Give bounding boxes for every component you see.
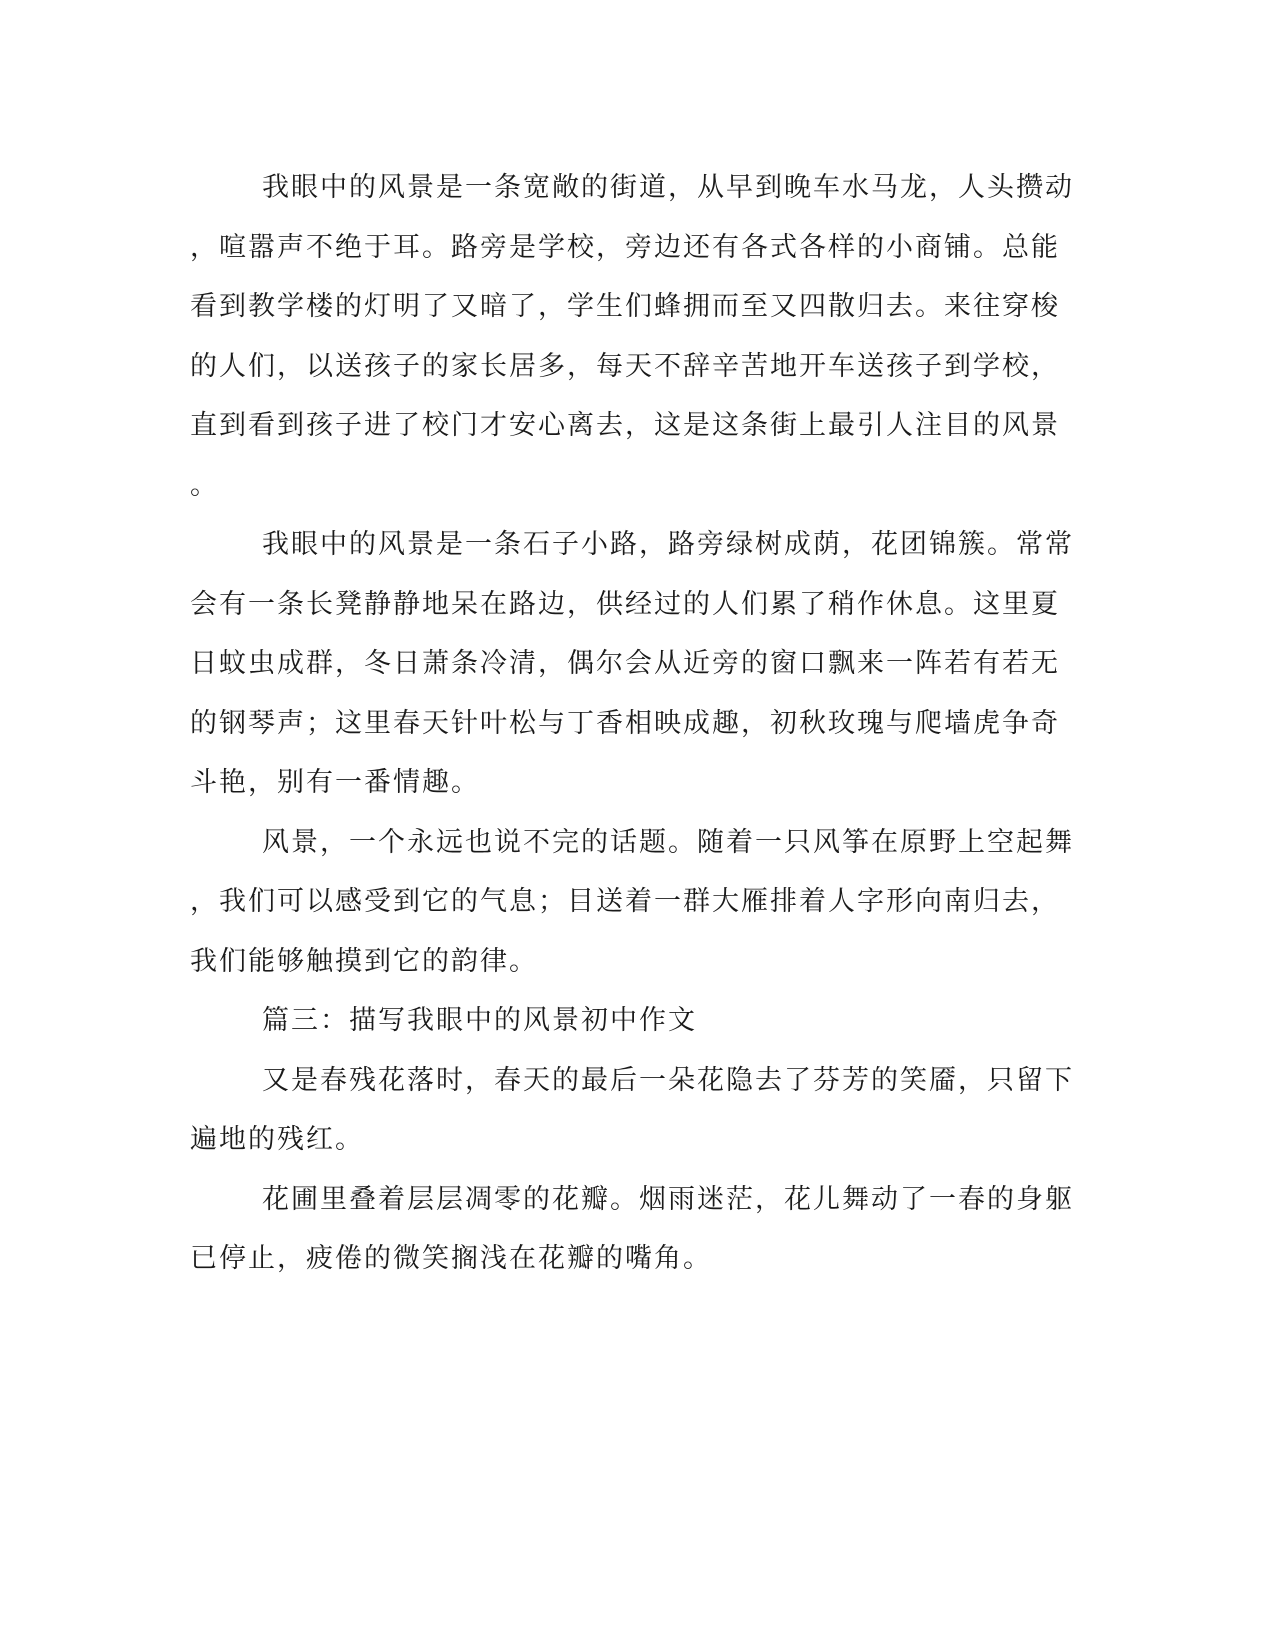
paragraph-1-line-6: 。 [190, 469, 219, 501]
paragraph-1-line-5: 直到看到孩子进了校门才安心离去，这是这条街上最引人注目的风景 [190, 410, 1060, 441]
paragraph-3-line-3: 我们能够触摸到它的韵律。 [190, 945, 538, 977]
paragraph-2-line-4: 的钢琴声；这里春天针叶松与丁香相映成趣，初秋玫瑰与爬墙虎争奇 [190, 707, 1060, 739]
paragraph-5-line-1: 花圃里叠着层层凋零的花瓣。烟雨迷茫，花儿舞动了一春的身躯 [262, 1183, 1074, 1215]
essay-body [190, 158, 1090, 1289]
paragraph-1-line-2: ，喧嚣声不绝于耳。路旁是学校，旁边还有各式各样的小商铺。总能 [190, 231, 1060, 263]
paragraph-3-line-1: 风景，一个永远也说不完的话题。随着一只风筝在原野上空起舞 [262, 826, 1074, 858]
paragraph-1-line-1: 我眼中的风景是一条宽敞的街道，从早到晚车水马龙，人头攒动 [262, 172, 1074, 203]
paragraph-2-line-1: 我眼中的风景是一条石子小路，路旁绿树成荫，花团锦簇。常常 [262, 529, 1074, 560]
paragraph-1-line-3: 看到教学楼的灯明了又暗了，学生们蜂拥而至又四散归去。来往穿梭 [190, 291, 1060, 322]
paragraph-2-line-5: 斗艳，别有一番情趣。 [190, 767, 480, 798]
section-heading: 篇三：描写我眼中的风景初中作文 [262, 1005, 697, 1036]
paragraph-4-line-2: 遍地的残红。 [190, 1124, 364, 1155]
paragraph-3-line-2: ，我们可以感受到它的气息；目送着一群大雁排着人字形向南归去， [190, 886, 1060, 917]
paragraph-2-line-2: 会有一条长凳静静地呆在路边，供经过的人们累了稍作休息。这里夏 [190, 588, 1060, 620]
paragraph-4-line-1: 又是春残花落时，春天的最后一朵花隐去了芬芳的笑靥，只留下 [262, 1064, 1074, 1096]
paragraph-2-line-3: 日蚊虫成群，冬日萧条冷清，偶尔会从近旁的窗口飘来一阵若有若无 [190, 648, 1060, 679]
paragraph-5-line-2: 已停止，疲倦的微笑搁浅在花瓣的嘴角。 [190, 1243, 712, 1274]
paragraph-1-line-4: 的人们，以送孩子的家长居多，每天不辞辛苦地开车送孩子到学校， [190, 350, 1060, 382]
